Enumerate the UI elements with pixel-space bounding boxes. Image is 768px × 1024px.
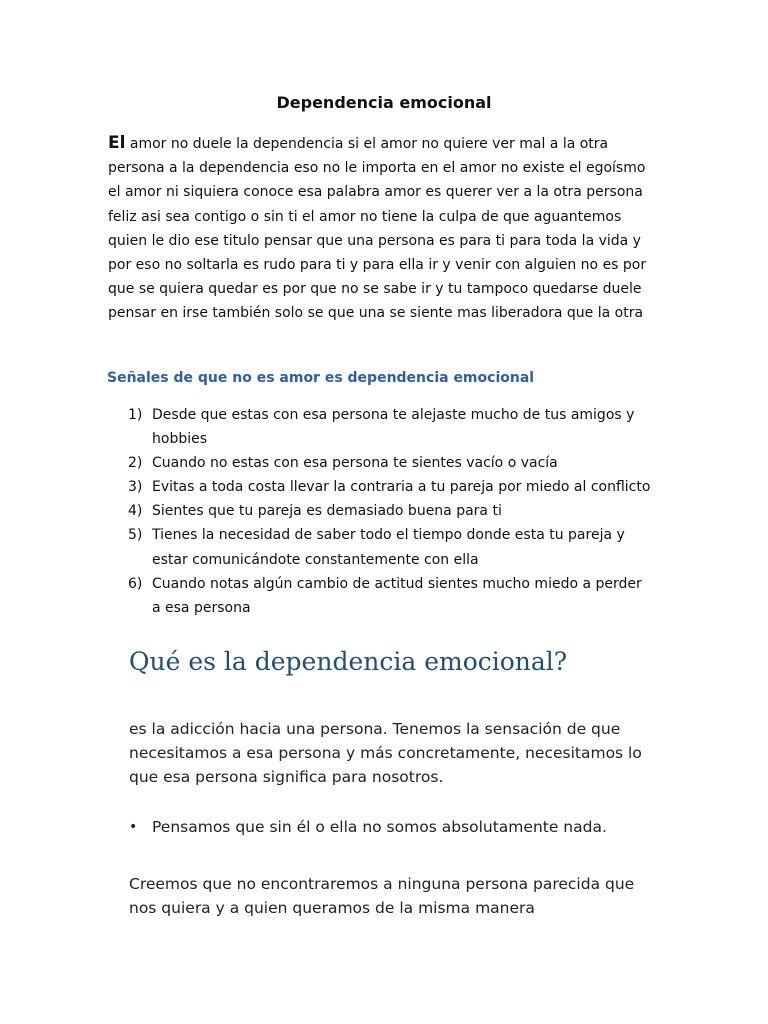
- intro-line: el amor ni siquiera conoce esa palabra amor es querer ver a la otra persona: [108, 184, 643, 201]
- list-item-line: Cuando notas algún cambio de actitud sientes mucho miedo a perder: [152, 575, 642, 592]
- bullet-dot-icon: •: [129, 819, 138, 835]
- list-item-number: 2): [128, 455, 143, 472]
- list-item-text: [152, 475, 687, 499]
- list-item-line: a esa persona: [152, 599, 251, 616]
- bullet-text: Pensamos que sin él o ella no somos absolutamente nada.: [152, 818, 607, 836]
- page-title: Dependencia emocional: [276, 93, 492, 112]
- list-item: [107, 523, 687, 571]
- signs-list: [107, 403, 687, 620]
- list-item-line: Sientes que tu pareja es demasiado buena para ti: [152, 503, 502, 520]
- paragraph-line: que esa persona significa para nosotros.: [129, 768, 444, 786]
- list-item-number: 1): [128, 407, 143, 423]
- list-item-text: [152, 403, 687, 451]
- paragraph-line: necesitamos a esa persona y más concretamente, necesitamos lo: [129, 744, 642, 762]
- paragraph-line: Creemos que no encontraremos a ninguna persona parecida que: [129, 875, 635, 893]
- list-item: [107, 572, 687, 620]
- signs-heading: Señales de que no es amor es dependencia emocional: [107, 370, 535, 386]
- intro-line: pensar en irse también solo se que una se siente mas liberadora que la otra: [108, 305, 644, 322]
- closing-paragraph: [129, 872, 669, 920]
- list-item-line: estar comunicándote constantemente con ella: [152, 551, 479, 568]
- paragraph-line: es la adicción hacia una persona. Tenemos la sensación de que: [129, 720, 621, 738]
- intro-line: feliz asi sea contigo o sin ti el amor no tiene la culpa de que aguantemos: [108, 208, 622, 225]
- list-item-text: [152, 499, 687, 523]
- list-item-number: 3): [128, 479, 143, 496]
- intro-line: persona a la dependencia eso no le importa en el amor no existe el egoísmo: [108, 160, 646, 177]
- answer-paragraph: [129, 717, 669, 789]
- question-heading: Qué es la dependencia emocional?: [129, 647, 568, 676]
- intro-line: quien le dio ese titulo pensar que una persona es para ti para toda la vida y: [108, 232, 641, 249]
- list-item: [107, 451, 687, 475]
- list-item-number: 4): [128, 503, 143, 520]
- list-item-line: Desde que estas con esa persona te alejaste mucho de tus amigos y: [152, 407, 635, 423]
- intro-line: por eso no soltarla es rudo para ti y para ella ir y venir con alguien no es por: [108, 257, 647, 274]
- list-item-number: 6): [128, 575, 143, 592]
- list-item-line: hobbies: [152, 431, 208, 448]
- list-item-text: [152, 523, 687, 571]
- list-item-number: 5): [128, 527, 143, 544]
- list-item: [107, 403, 687, 451]
- paragraph-line: nos quiera y a quien queramos de la misma manera: [129, 899, 535, 917]
- intro-line-text: amor no duele la dependencia si el amor no quiere ver mal a la otra: [125, 136, 609, 152]
- intro-line: [108, 131, 668, 156]
- list-item: [107, 475, 687, 499]
- list-item-text: [152, 572, 687, 620]
- list-item-line: Tienes la necesidad de saber todo el tiempo donde esta tu pareja y: [152, 527, 625, 544]
- list-item-line: Cuando no estas con esa persona te sientes vacío o vacía: [152, 455, 558, 472]
- list-item-text: [152, 451, 687, 475]
- intro-first-word: El: [108, 133, 126, 153]
- list-item: [107, 499, 687, 523]
- intro-paragraph: [108, 131, 668, 326]
- list-item-line: Evitas a toda costa llevar la contraria a tu pareja por miedo al conflicto: [152, 479, 651, 496]
- intro-line: que se quiera quedar es por que no se sabe ir y tu tampoco quedarse duele: [108, 281, 642, 298]
